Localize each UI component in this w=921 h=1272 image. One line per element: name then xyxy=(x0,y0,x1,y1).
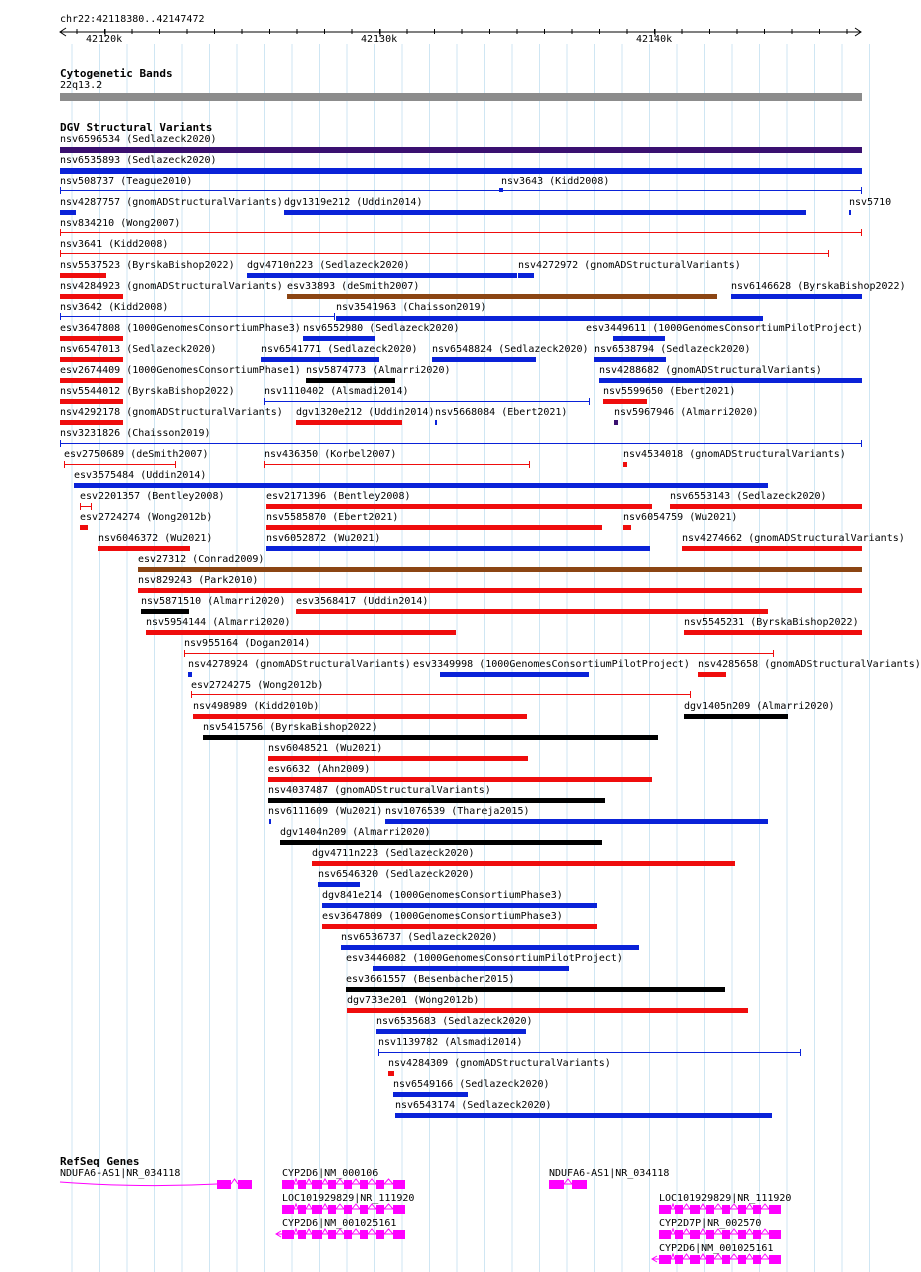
variant-bar-end xyxy=(175,461,176,468)
gene-intron-chevron xyxy=(671,1254,675,1259)
gene-exon xyxy=(769,1205,781,1214)
gene-exon xyxy=(706,1205,714,1214)
variant-bar[interactable] xyxy=(60,210,76,215)
gene-exon xyxy=(738,1230,746,1239)
gene-intron-chevron xyxy=(564,1179,572,1184)
variant-bar[interactable] xyxy=(60,443,862,444)
variant-label[interactable]: nsv4287757 (gnomADStructuralVariants) xyxy=(60,197,283,208)
variant-label[interactable]: dgv841e214 (1000GenomesConsortiumPhase3) xyxy=(322,890,563,901)
variant-label[interactable]: nsv1139782 (Alsmadi2014) xyxy=(378,1037,523,1048)
gene-exon xyxy=(722,1205,730,1214)
variant-bar[interactable] xyxy=(268,756,528,761)
variant-label[interactable]: nsv4272972 (gnomADStructuralVariants) xyxy=(518,260,741,271)
variant-bar[interactable] xyxy=(264,401,590,402)
variant-bar-end xyxy=(800,1049,801,1056)
refseq-track-title: RefSeq Genes xyxy=(60,1155,140,1168)
variant-label[interactable]: nsv6052872 (Wu2021) xyxy=(266,533,381,544)
variant-label[interactable]: esv3575484 (Uddin2014) xyxy=(74,470,207,481)
variant-label[interactable]: esv27312 (Conrad2009) xyxy=(138,554,265,565)
gene-exon xyxy=(572,1180,587,1189)
gene-label[interactable]: CYP2D7P|NR_002570 xyxy=(659,1218,762,1229)
variant-bar[interactable] xyxy=(266,525,602,530)
gene-intron-chevron xyxy=(683,1254,690,1259)
variant-label[interactable]: nsv6536737 (Sedlazeck2020) xyxy=(341,932,498,943)
variant-label[interactable]: esv3449611 (1000GenomesConsortiumPilotProject) xyxy=(586,323,863,334)
variant-label[interactable]: nsv436350 (Korbel2007) xyxy=(264,449,397,460)
gene-label[interactable]: LOC101929829|NR_111920 xyxy=(282,1193,415,1204)
gene-label[interactable]: NDUFA6-AS1|NR_034118 xyxy=(549,1168,670,1179)
variant-label[interactable]: nsv5545231 (ByrskaBishop2022) xyxy=(684,617,859,628)
variant-bar-end xyxy=(264,398,265,405)
gene-intron-chevron xyxy=(746,1204,753,1209)
variant-bar[interactable] xyxy=(306,378,395,383)
ruler-tick-label: 42120k xyxy=(86,34,123,45)
variant-bar[interactable] xyxy=(682,546,862,551)
variant-bar[interactable] xyxy=(322,924,597,929)
variant-label[interactable]: nsv6546320 (Sedlazeck2020) xyxy=(318,869,475,880)
variant-bar[interactable] xyxy=(432,357,536,362)
variant-bar-end xyxy=(91,503,92,510)
gene-intron-chevron xyxy=(683,1229,690,1234)
variant-label[interactable]: nsv6552980 (Sedlazeck2020) xyxy=(303,323,460,334)
variant-label[interactable]: nsv4274662 (gnomADStructuralVariants) xyxy=(682,533,905,544)
gene-label[interactable]: CYP2D6|NM_000106 xyxy=(282,1168,379,1179)
variant-bar-end xyxy=(861,187,862,194)
variant-bar[interactable] xyxy=(60,294,123,299)
gene-intron-chevron xyxy=(714,1229,722,1234)
variant-label[interactable]: nsv834210 (Wong2007) xyxy=(60,218,181,229)
gene-exon xyxy=(769,1255,781,1264)
variant-bar-end xyxy=(378,1049,379,1056)
variant-bar[interactable] xyxy=(684,630,862,635)
ruler-tick-label: 42130k xyxy=(361,34,398,45)
variant-bar[interactable] xyxy=(499,188,503,192)
variant-bar-end xyxy=(690,691,691,698)
gene-intron-chevron xyxy=(730,1254,738,1259)
variant-bar[interactable] xyxy=(698,672,726,677)
variant-bar[interactable] xyxy=(318,882,360,887)
variant-bar-end xyxy=(60,440,61,447)
variant-bar[interactable] xyxy=(138,588,862,593)
variant-bar[interactable] xyxy=(98,546,190,551)
variant-label[interactable]: dgv4711n223 (Sedlazeck2020) xyxy=(312,848,475,859)
variant-bar[interactable] xyxy=(141,609,189,614)
variant-label[interactable]: nsv6553143 (Sedlazeck2020) xyxy=(670,491,827,502)
variant-label[interactable]: nsv4284923 (gnomADStructuralVariants) xyxy=(60,281,283,292)
variant-label[interactable]: nsv6535893 (Sedlazeck2020) xyxy=(60,155,217,166)
gene-label[interactable]: LOC101929829|NR_111920 xyxy=(659,1193,792,1204)
gene-intron-chevron xyxy=(700,1229,706,1234)
variant-label[interactable]: nsv6549166 (Sedlazeck2020) xyxy=(393,1079,550,1090)
variant-label[interactable]: nsv5415756 (ByrskaBishop2022) xyxy=(203,722,378,733)
variant-bar[interactable] xyxy=(284,210,806,215)
variant-label[interactable]: nsv955164 (Dogan2014) xyxy=(184,638,311,649)
gene-exon xyxy=(659,1205,671,1214)
variant-bar[interactable] xyxy=(247,273,517,278)
variant-bar-end xyxy=(60,313,61,320)
variant-bar[interactable] xyxy=(303,336,375,341)
variant-bar[interactable] xyxy=(296,609,768,614)
gene-model[interactable] xyxy=(0,1228,890,1242)
variant-bar[interactable] xyxy=(191,694,691,695)
gene-exon xyxy=(722,1230,730,1239)
variant-bar[interactable] xyxy=(336,316,763,321)
variant-bar[interactable] xyxy=(440,672,589,677)
variant-bar[interactable] xyxy=(80,525,88,530)
gene-intron-chevron xyxy=(683,1204,690,1209)
variant-bar[interactable] xyxy=(60,253,829,254)
variant-bar[interactable] xyxy=(74,483,768,488)
gene-intron-chevron xyxy=(761,1254,769,1259)
gene-exon xyxy=(675,1205,683,1214)
variant-label[interactable]: nsv5599650 (Ebert2021) xyxy=(603,386,736,397)
variant-bar[interactable] xyxy=(60,190,862,191)
variant-bar[interactable] xyxy=(347,1008,748,1013)
variant-bar-end xyxy=(861,229,862,236)
variant-bar[interactable] xyxy=(385,819,768,824)
variant-label[interactable]: nsv6548824 (Sedlazeck2020) xyxy=(432,344,589,355)
variant-bar[interactable] xyxy=(64,464,176,465)
variant-bar[interactable] xyxy=(346,987,725,992)
variant-bar[interactable] xyxy=(269,819,271,824)
variant-label[interactable]: nsv5668084 (Ebert2021) xyxy=(435,407,568,418)
variant-bar[interactable] xyxy=(341,945,639,950)
gene-exon xyxy=(675,1255,683,1264)
variant-bar[interactable] xyxy=(60,168,862,174)
variant-label[interactable]: nsv5544012 (ByrskaBishop2022) xyxy=(60,386,235,397)
variant-label[interactable]: nsv6547013 (Sedlazeck2020) xyxy=(60,344,217,355)
gene-exon xyxy=(738,1255,746,1264)
variant-label[interactable]: nsv5954144 (Almarri2020) xyxy=(146,617,291,628)
variant-bar-end xyxy=(60,187,61,194)
variant-label[interactable]: nsv6596534 (Sedlazeck2020) xyxy=(60,134,217,145)
variant-label[interactable]: esv3568417 (Uddin2014) xyxy=(296,596,429,607)
variant-bar[interactable] xyxy=(373,966,569,971)
variant-bar[interactable] xyxy=(60,378,123,383)
variant-bar[interactable] xyxy=(60,147,862,153)
variant-label[interactable]: esv33893 (deSmith2007) xyxy=(287,281,420,292)
variant-bar-end xyxy=(589,398,590,405)
variant-bar[interactable] xyxy=(684,714,788,719)
gene-model[interactable] xyxy=(0,1203,890,1217)
variant-label[interactable]: nsv4288682 (gnomADStructuralVariants) xyxy=(599,365,822,376)
variant-bar[interactable] xyxy=(193,714,527,719)
variant-label[interactable]: nsv6541771 (Sedlazeck2020) xyxy=(261,344,418,355)
variant-bar[interactable] xyxy=(670,504,862,509)
variant-bar[interactable] xyxy=(599,378,862,383)
variant-bar[interactable] xyxy=(60,316,335,317)
gene-exon xyxy=(549,1180,564,1189)
gene-intron-chevron xyxy=(730,1204,738,1209)
variant-label[interactable]: nsv4278924 (gnomADStructuralVariants) xyxy=(188,659,411,670)
gene-intron-chevron xyxy=(700,1204,706,1209)
gene-intron-chevron xyxy=(714,1204,722,1209)
variant-bar[interactable] xyxy=(60,399,123,404)
variant-bar[interactable] xyxy=(60,420,123,425)
variant-bar-end xyxy=(60,229,61,236)
variant-label[interactable]: nsv3641 (Kidd2008) xyxy=(60,239,169,250)
gene-intron-chevron xyxy=(746,1254,753,1259)
locus-label: chr22:42118380..42147472 xyxy=(60,14,205,25)
gene-exon xyxy=(769,1230,781,1239)
variant-label[interactable]: nsv829243 (Park2010) xyxy=(138,575,259,586)
variant-bar[interactable] xyxy=(261,357,379,362)
variant-bar[interactable] xyxy=(188,672,192,677)
variant-label[interactable]: nsv5871510 (Almarri2020) xyxy=(141,596,286,607)
variant-label[interactable]: nsv6543174 (Sedlazeck2020) xyxy=(395,1100,552,1111)
variant-label[interactable]: nsv4284309 (gnomADStructuralVariants) xyxy=(388,1058,611,1069)
variant-bar[interactable] xyxy=(603,399,647,404)
variant-bar[interactable] xyxy=(376,1029,526,1034)
variant-bar[interactable] xyxy=(268,777,652,782)
gene-intron-chevron xyxy=(746,1229,753,1234)
variant-bar-end xyxy=(773,650,774,657)
variant-bar[interactable] xyxy=(388,1071,394,1076)
variant-label[interactable]: nsv508737 (Teague2010) xyxy=(60,176,193,187)
gene-exon xyxy=(690,1230,700,1239)
variant-bar[interactable] xyxy=(60,273,106,278)
variant-bar[interactable] xyxy=(266,504,652,509)
variant-bar[interactable] xyxy=(60,357,123,362)
variant-bar[interactable] xyxy=(266,546,650,551)
gene-exon xyxy=(753,1230,761,1239)
variant-label[interactable]: esv3446082 (1000GenomesConsortiumPilotProject) xyxy=(346,953,623,964)
variant-label[interactable]: nsv4285658 (gnomADStructuralVariants) xyxy=(698,659,921,670)
cytoband-track-title: Cytogenetic Bands xyxy=(60,67,173,80)
variant-bar[interactable] xyxy=(203,735,658,740)
variant-label[interactable]: nsv498989 (Kidd2010b) xyxy=(193,701,320,712)
gene-intron-chevron xyxy=(700,1254,706,1259)
gene-exon xyxy=(722,1255,730,1264)
variant-bar[interactable] xyxy=(138,567,862,572)
ruler-tick-label: 42140k xyxy=(636,34,673,45)
variant-label[interactable]: nsv4292178 (gnomADStructuralVariants) xyxy=(60,407,283,418)
gene-label[interactable]: CYP2D6|NM_001025161 xyxy=(282,1218,397,1229)
variant-label[interactable]: nsv4037487 (gnomADStructuralVariants) xyxy=(268,785,491,796)
variant-bar[interactable] xyxy=(296,420,402,425)
variant-label[interactable]: esv3647808 (1000GenomesConsortiumPhase3) xyxy=(60,323,301,334)
variant-label[interactable]: nsv4534018 (gnomADStructuralVariants) xyxy=(623,449,846,460)
variant-bar[interactable] xyxy=(146,630,456,635)
variant-bar[interactable] xyxy=(264,464,530,465)
variant-bar[interactable] xyxy=(322,903,597,908)
gene-intron-chevron xyxy=(761,1204,769,1209)
variant-label[interactable]: nsv3642 (Kidd2008) xyxy=(60,302,169,313)
variant-bar[interactable] xyxy=(435,420,437,425)
variant-label[interactable]: dgv733e201 (Wong2012b) xyxy=(347,995,480,1006)
variant-bar[interactable] xyxy=(268,798,605,803)
gene-label[interactable]: CYP2D6|NM_001025161 xyxy=(659,1243,774,1254)
variant-label[interactable]: nsv1076539 (Thareja2015) xyxy=(385,806,530,817)
variant-label[interactable]: nsv6535683 (Sedlazeck2020) xyxy=(376,1016,533,1027)
variant-bar-end xyxy=(529,461,530,468)
variant-label[interactable]: esv3661557 (Besenbacher2015) xyxy=(346,974,515,985)
gene-intron-chevron xyxy=(671,1204,675,1209)
gene-exon xyxy=(738,1205,746,1214)
variant-label[interactable]: dgv1319e212 (Uddin2014) xyxy=(284,197,423,208)
variant-label[interactable]: esv2750689 (deSmith2007) xyxy=(64,449,209,460)
variant-bar[interactable] xyxy=(614,420,618,425)
variant-label[interactable]: esv3349998 (1000GenomesConsortiumPilotProject) xyxy=(413,659,690,670)
cytoband-bar[interactable] xyxy=(60,93,862,101)
variant-bar-end xyxy=(334,313,335,320)
gene-exon xyxy=(690,1255,700,1264)
variant-label[interactable]: esv6632 (Ahn2009) xyxy=(268,764,371,775)
variant-label[interactable]: nsv1110402 (Alsmadi2014) xyxy=(264,386,409,397)
variant-label[interactable]: esv2674409 (1000GenomesConsortiumPhase1) xyxy=(60,365,301,376)
variant-bar[interactable] xyxy=(60,336,123,341)
variant-label[interactable]: nsv3231826 (Chaisson2019) xyxy=(60,428,211,439)
variant-bar-end xyxy=(264,461,265,468)
variant-label[interactable]: nsv5585870 (Ebert2021) xyxy=(266,512,399,523)
gene-exon xyxy=(659,1255,671,1264)
variant-bar-end xyxy=(60,250,61,257)
variant-label[interactable]: dgv1405n209 (Almarri2020) xyxy=(684,701,835,712)
variant-bar[interactable] xyxy=(613,336,665,341)
variant-bar[interactable] xyxy=(312,861,735,866)
dgv-track-title: DGV Structural Variants xyxy=(60,121,213,134)
variant-bar[interactable] xyxy=(395,1113,772,1118)
variant-label[interactable]: dgv1404n209 (Almarri2020) xyxy=(280,827,431,838)
variant-bar[interactable] xyxy=(393,1092,468,1097)
variant-bar[interactable] xyxy=(280,840,602,845)
gene-model[interactable] xyxy=(0,1178,890,1192)
variant-label[interactable]: nsv5710 xyxy=(849,197,892,208)
variant-bar[interactable] xyxy=(594,357,666,362)
variant-label[interactable]: esv2724274 (Wong2012b) xyxy=(80,512,213,523)
variant-bar-end xyxy=(184,650,185,657)
variant-bar[interactable] xyxy=(60,232,862,233)
gene-intron-chevron xyxy=(714,1254,722,1259)
gene-intron-chevron xyxy=(671,1229,675,1234)
variant-label[interactable]: nsv6111609 (Wu2021) xyxy=(268,806,383,817)
variant-label[interactable]: nsv3643 (Kidd2008) xyxy=(501,176,610,187)
variant-label[interactable]: esv3647809 (1000GenomesConsortiumPhase3) xyxy=(322,911,563,922)
variant-label[interactable]: nsv3541963 (Chaisson2019) xyxy=(336,302,487,313)
gene-exon xyxy=(690,1205,700,1214)
variant-bar[interactable] xyxy=(287,294,717,299)
variant-bar[interactable] xyxy=(184,653,774,654)
variant-bar[interactable] xyxy=(378,1052,801,1053)
variant-label[interactable]: nsv5874773 (Almarri2020) xyxy=(306,365,451,376)
gene-exon xyxy=(659,1230,671,1239)
gene-exon xyxy=(706,1255,714,1264)
cytoband-label: 22q13.2 xyxy=(60,80,103,91)
variant-label[interactable]: dgv1320e212 (Uddin2014) xyxy=(296,407,435,418)
variant-bar[interactable] xyxy=(623,525,631,530)
variant-label[interactable]: nsv6146628 (ByrskaBishop2022) xyxy=(731,281,906,292)
variant-label[interactable]: nsv6538794 (Sedlazeck2020) xyxy=(594,344,751,355)
variant-label[interactable]: nsv5537523 (ByrskaBishop2022) xyxy=(60,260,235,271)
gene-exon xyxy=(675,1230,683,1239)
variant-bar-end xyxy=(191,691,192,698)
variant-bar[interactable] xyxy=(623,462,627,467)
variant-bar[interactable] xyxy=(518,273,534,278)
gene-intron-chevron xyxy=(761,1229,769,1234)
variant-label[interactable]: nsv6054759 (Wu2021) xyxy=(623,512,738,523)
variant-label[interactable]: esv2724275 (Wong2012b) xyxy=(191,680,324,691)
variant-label[interactable]: esv2201357 (Bentley2008) xyxy=(80,491,225,502)
variant-label[interactable]: esv2171396 (Bentley2008) xyxy=(266,491,411,502)
ruler-axis xyxy=(58,26,864,40)
variant-label[interactable]: dgv4710n223 (Sedlazeck2020) xyxy=(247,260,410,271)
variant-bar[interactable] xyxy=(731,294,862,299)
variant-label[interactable]: nsv6048521 (Wu2021) xyxy=(268,743,383,754)
gene-label[interactable]: NDUFA6-AS1|NR_034118 xyxy=(60,1168,181,1179)
gene-model[interactable] xyxy=(0,1253,890,1267)
gene-intron-chevron xyxy=(730,1229,738,1234)
gene-exon xyxy=(753,1255,761,1264)
variant-bar[interactable] xyxy=(849,210,851,215)
gene-exon xyxy=(753,1205,761,1214)
variant-label[interactable]: nsv6046372 (Wu2021) xyxy=(98,533,213,544)
variant-bar-end xyxy=(828,250,829,257)
variant-label[interactable]: nsv5967946 (Almarri2020) xyxy=(614,407,759,418)
variant-bar-end xyxy=(64,461,65,468)
variant-bar-end xyxy=(861,440,862,447)
variant-bar-end xyxy=(80,503,81,510)
gene-exon xyxy=(706,1230,714,1239)
